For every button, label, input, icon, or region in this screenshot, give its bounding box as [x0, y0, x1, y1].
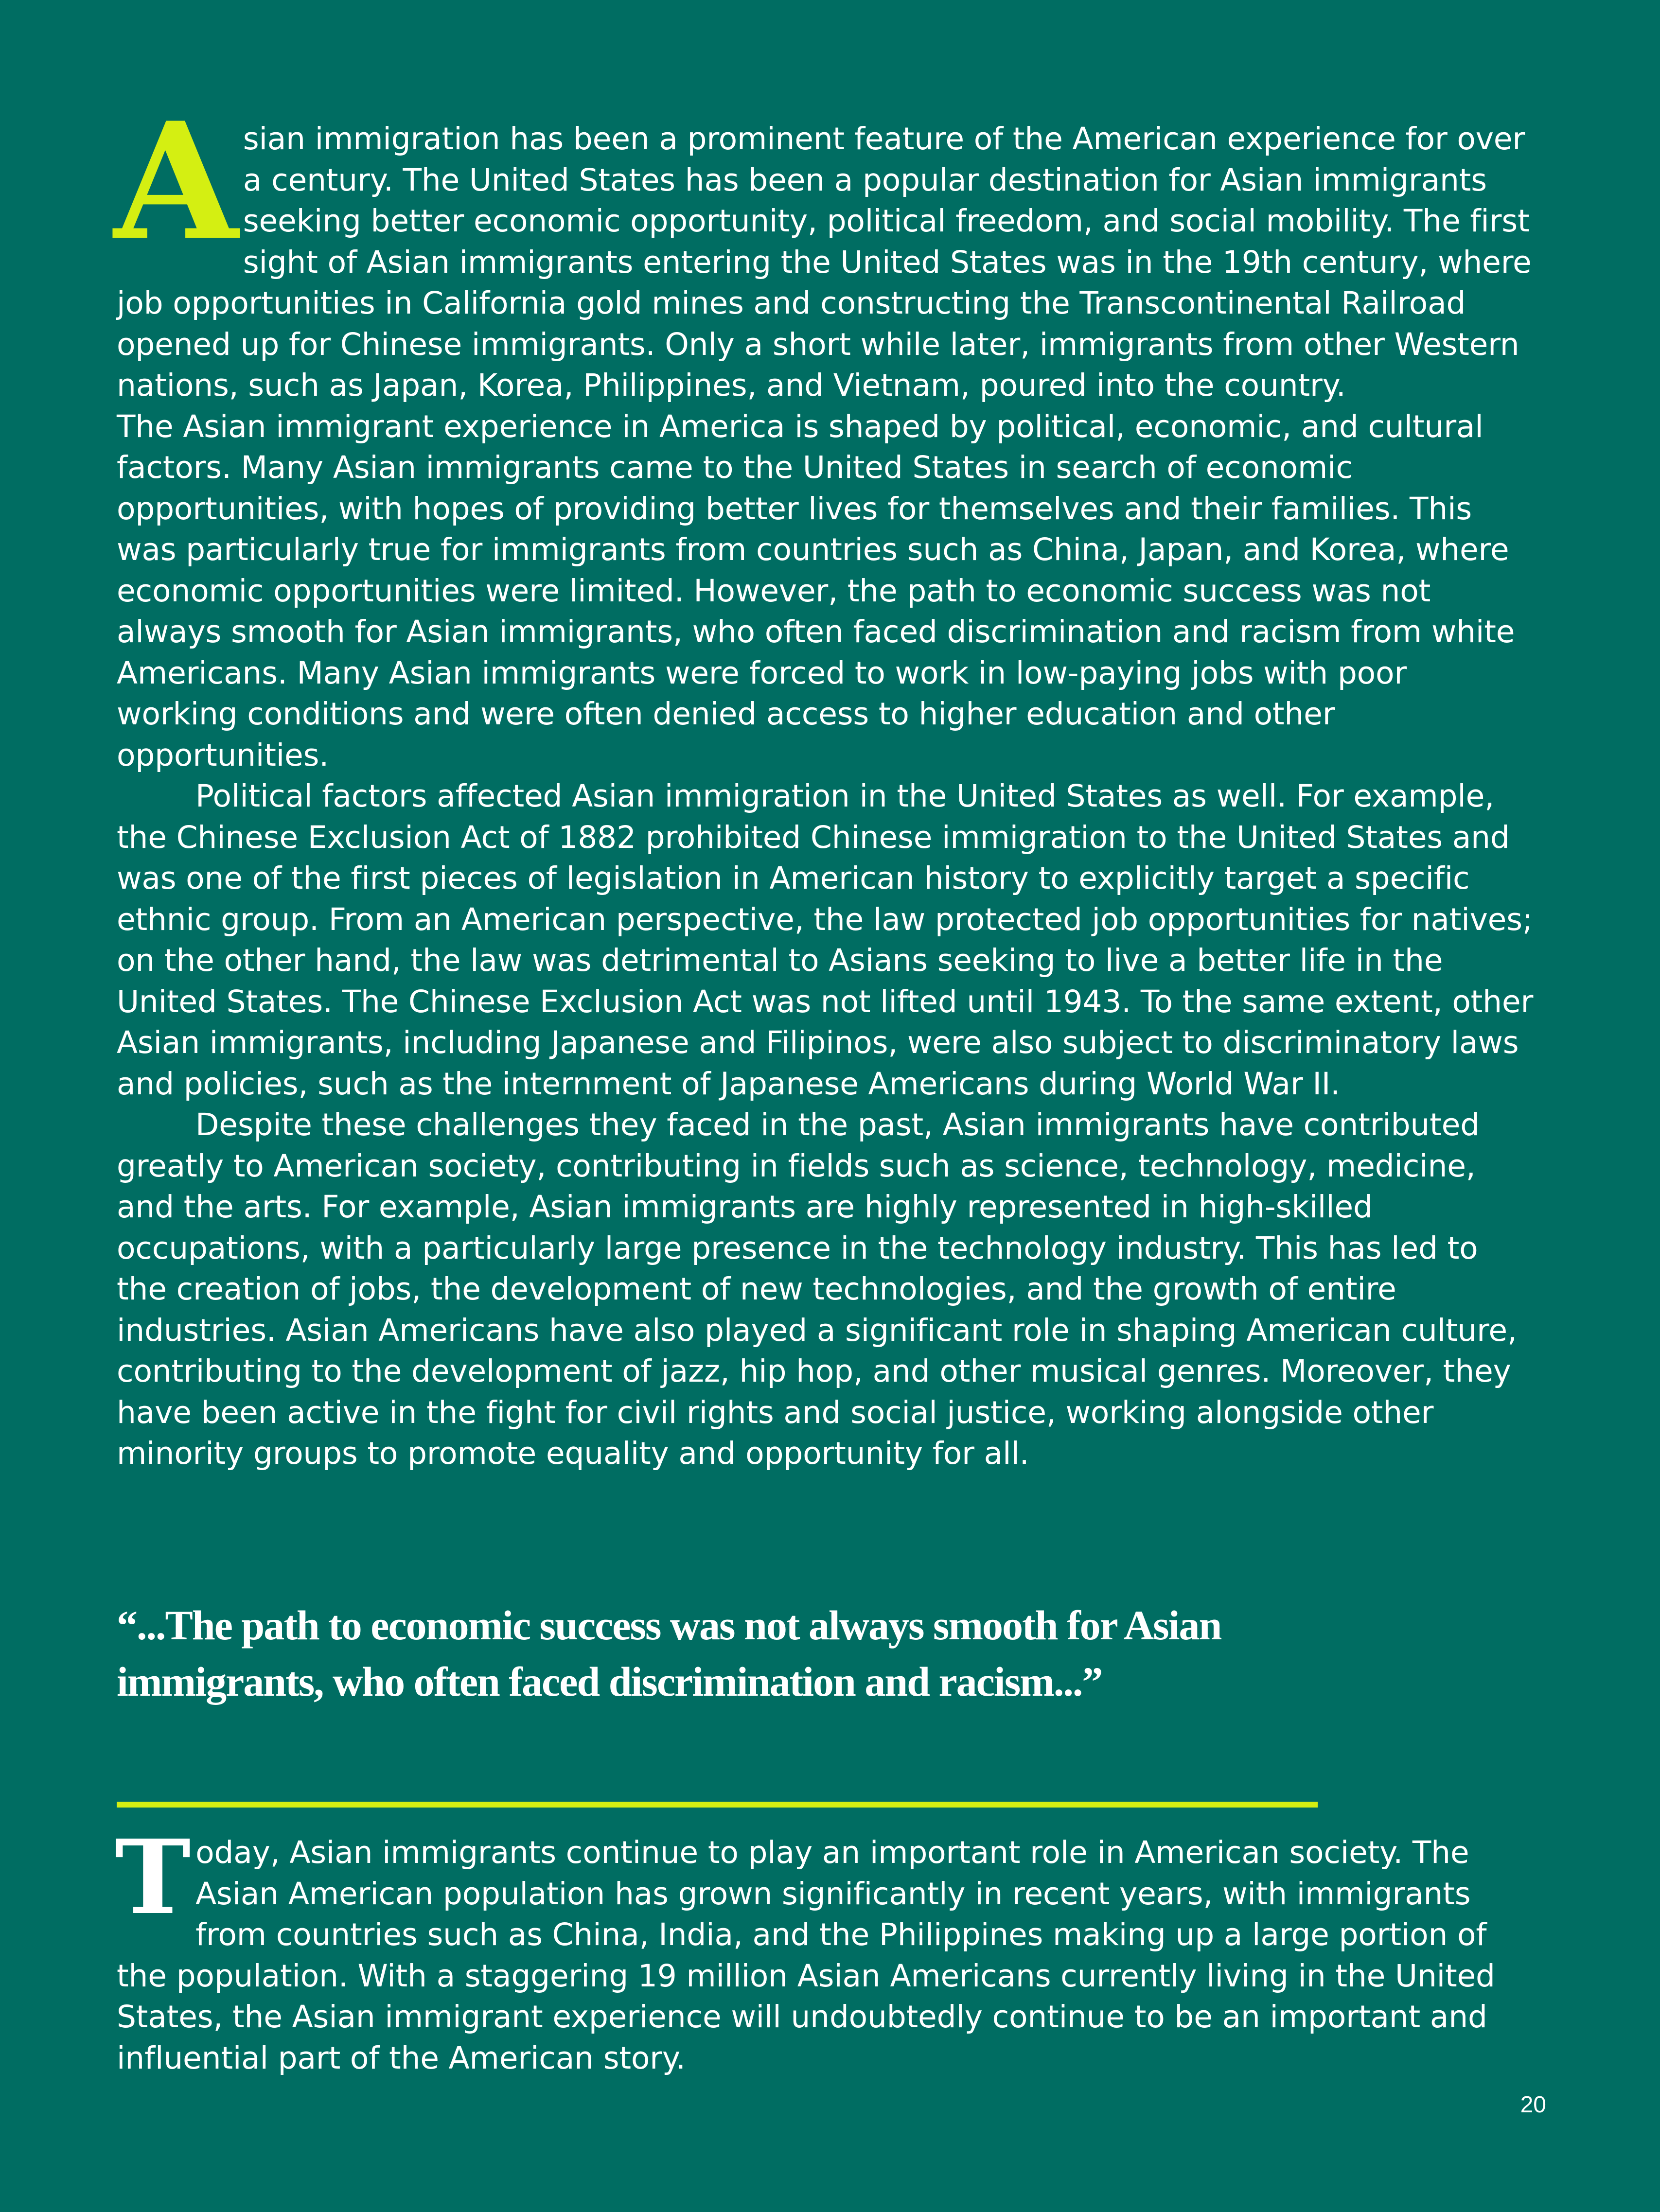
closing-body — [115, 1817, 1536, 2079]
paragraph-today-text: oday, Asian immigrants continue to play an important role in American society. The Asian American population has grown significantly in recent years, with immigrants from countries such as China, India, and the Philippines making up a large portion of the population. With a staggering 19 million Asian Americans currently living in the United States, the Asian immigrant experience will undoubtedly continue to be an important and influential part of the American story. — [117, 1835, 1495, 2076]
paragraph-contributions: Despite these challenges they faced in the past, Asian immigrants have contributed greatly to American society, contributing in fields such as science, technology, medicine, and the arts. For example, Asian immigrants are highly represented in high-skilled occupations, with a particularly large presence in the technology industry. This has led to the creation of jobs, the development of new technologies, and the growth of entire industries. Asian Americans have also played a significant role in shaping American culture, contributing to the development of jazz, hip hop, and other musical genres. Moreover, they have been active in the fight for civil rights and social justice, working alongside other minority groups to promote equality and opportunity for all. — [117, 1107, 1517, 1471]
paragraph-political: Political factors affected Asian immigration in the United States as well. For example, the Chinese Exclusion Act of 1882 prohibited Chinese immigration to the United States and was one of the first pieces of legislation in American history to explicitly target a specific ethnic group. From an American perspective, the law protected job opportunities for natives; on the other hand, the law was detrimental to Asians seeking to live a better life in the United States. The Chinese Exclusion Act was not lifted until 1943. To the same extent, other Asian immigrants, including Japanese and Filipinos, were also subject to discriminatory laws and policies, such as the internment of Japanese Americans during World War II. — [117, 778, 1534, 1102]
drop-cap-t: T — [115, 1817, 191, 1937]
pull-quote: “...The path to economic success was not always smooth for Asian immigrants, who often faced discrimination and racism...” — [117, 1602, 1221, 1705]
paragraph-intro-text: sian immigration has been a prominent feature of the American experience for over a century. The United States has been a popular destination for Asian immigrants seeking better economic opportunity, political freedom, and social mobility. The first sight of Asian immigrants entering the United States was in the 19th century, where job opportunities in California gold mines and constructing the Transcontinental Railroad opened up for Chinese immigrants. Only a short while later, immigrants from other Western nations, such as Japan, Korea, Philippines, and Vietnam, poured into the country. — [117, 121, 1532, 403]
accent-divider — [117, 1802, 1318, 1808]
paragraph-today — [115, 1817, 1536, 2079]
drop-cap-a: A — [114, 87, 238, 276]
paragraph-intro — [114, 87, 1536, 406]
paragraph-factors: The Asian immigrant experience in America is shaped by political, economic, and cultural factors. Many Asian immigrants came to the United States in search of economic opportunities, with hopes of providing better lives for themselves and their families. This was particularly true for immigrants from countries such as China, Japan, and Korea, where economic opportunities were limited. However, the path to economic success was not always smooth for Asian immigrants, who often faced discrimination and racism from white Americans. Many Asian immigrants were forced to work in low-paying jobs with poor working conditions and were often denied access to higher education and other opportunities. — [117, 408, 1515, 773]
page-number: 20 — [1520, 2092, 1546, 2118]
article-body — [114, 87, 1536, 1475]
